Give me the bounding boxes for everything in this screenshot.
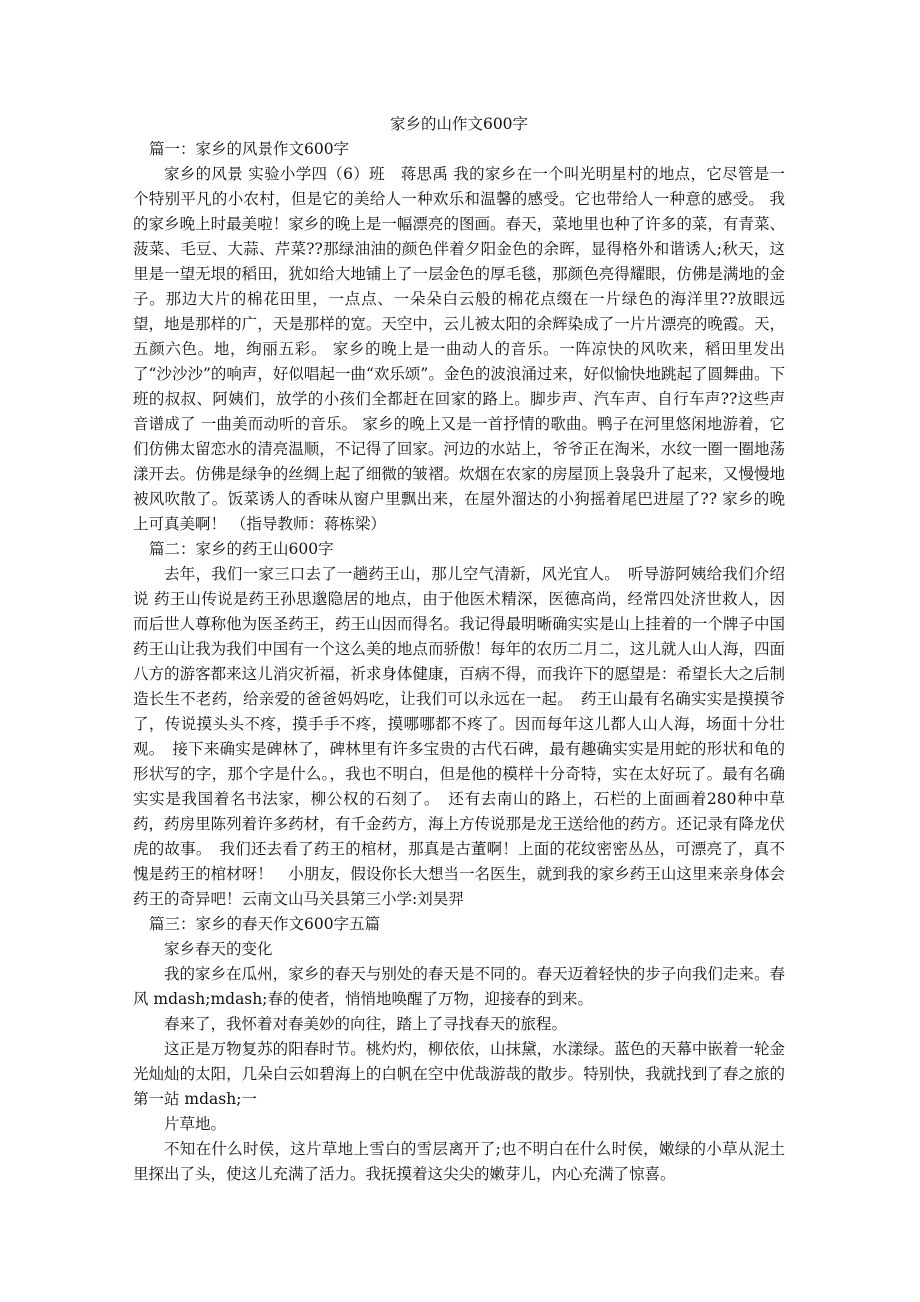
section-3-paragraph-3: 这正是万物复苏的阳春时节。桃灼灼，柳依依，山抹黛，水漾绿。蓝色的天幕中嵌着一轮金光灿灿的太阳，几朵白云如碧海上的白帆在空中优哉游哉的散步。特别快，我就找到了春之旅的第一站 mdash;一	[133, 1040, 785, 1108]
section-3-paragraph-2: 春来了，我怀着对春美妙的向往，踏上了寻找春天的旅程。	[164, 1015, 568, 1033]
section-3-paragraph-4: 片草地。	[164, 1115, 227, 1133]
section-heading-1: 篇一：家乡的风景作文600字	[149, 140, 350, 158]
document-page	[133, 112, 785, 1187]
document-title: 家乡的山作文600字	[389, 115, 529, 133]
section-3-subtitle: 家乡春天的变化	[164, 940, 273, 958]
section-3-paragraph-1: 我的家乡在瓜州，家乡的春天与别处的春天是不同的。春天迈着轻快的步子向我们走来。春风 mdash;mdash;春的使者，悄悄地唤醒了万物，迎接春的到来。	[133, 965, 785, 1008]
section-heading-3: 篇三：家乡的春天作文600字五篇	[149, 915, 381, 933]
section-1-paragraph: 家乡的风景 实验小学四（6）班 蒋思禹 我的家乡在一个叫光明星村的地点，它尽管是一个特别平凡的小农村，但是它的美给人一种欢乐和温馨的感受。它也带给人一种意的感受。 我的家乡晚上时最美啦！家乡的晚上是一幅漂亮的图画。春天，菜地里也种了许多的菜，有青菜、菠菜、毛豆、大蒜、芹菜??那绿油油的颜色伴着夕阳金色的余晖，显得格外和谐诱人;秋天，这里是一望无垠的稻田，犹如给大地铺上了一层金色的厚毛毯，那颜色亮得耀眼，仿佛是满地的金子。那边大片的棉花田里，一点点、一朵朵白云般的棉花点缀在一片绿色的海洋里??放眼远望，地是那样的广，天是那样的宽。天空中，云儿被太阳的余辉染成了一片片漂亮的晚霞。天，五颜六色。地，绚丽五彩。 家乡的晚上是一曲动人的音乐。一阵凉快的风吹来，稻田里发出了“沙沙沙”的响声，好似唱起一曲“欢乐颂”。金色的波浪涌过来，好似愉快地跳起了圆舞曲。下班的叔叔、阿姨们，放学的小孩们全都赶在回家的路上。脚步声、汽车声、自行车声??这些声音谱成了 一曲美而动听的音乐。 家乡的晚上又是一首抒情的歌曲。鸭子在河里悠闲地游着，它们仿佛太留恋水的清亮温顺，不记得了回家。河边的水站上，爷爷正在淘米，水纹一圈一圈地荡漾开去。仿佛是绿争的丝绸上起了细微的皱褶。炊烟在农家的房屋顶上袅袅升了起来，又慢慢地被风吹散了。饭菜诱人的香味从窗户里飘出来，在屋外溜达的小狗摇着尾巴进屋了?? 家乡的晚上可真美啊！ （指导教师：蒋栋梁）	[133, 165, 785, 533]
section-3-paragraph-5: 不知在什么时侯，这片草地上雪白的雪层离开了;也不明白在什么时侯，嫩绿的小草从泥土里探出了头，使这儿充满了活力。我抚摸着这尖尖的嫩芽儿，内心充满了惊喜。	[133, 1140, 785, 1183]
section-2-paragraph: 去年，我们一家三口去了一趟药王山，那儿空气清新，风光宜人。 听导游阿姨给我们介绍说 药王山传说是药王孙思邈隐居的地点，由于他医术精深，医德高尚，经常四处济世救人，因而后世人尊称他为医圣药王，药王山因而得名。我记得最明晰确实实是山上挂着的一个牌子中国药王山让我为我们中国有一个这么美的地点而骄傲！每年的农历二月二，这儿就人山人海，四面八方的游客都来这儿消灾祈福，祈求身体健康，百病不得，而我许下的愿望是：希望长大之后制造长生不老药，给亲爱的爸爸妈妈吃，让我们可以永远在一起。 药王山最有名确实实是摸摸爷了，传说摸头头不疼，摸手手不疼，摸哪哪都不疼了。因而每年这儿都人山人海，场面十分壮观。 接下来确实是碑林了，碑林里有许多宝贵的古代石碑，最有趣确实实是用蛇的形状和龟的形状写的字，那个字是什么。，我也不明白，但是他的模样十分奇特，实在太好玩了。最有名确实实是我国着名书法家，柳公权的石刻了。 还有去南山的路上，石栏的上面画着280种中草药，药房里陈列着许多药材，有千金药方，海上方传说那是龙王送给他的药方。还记录有降龙伏虎的故事。 我们还去看了药王的棺材，那真是古董啊！上面的花纹密密丛丛，可漂亮了，真不愧是药王的棺材呀！ 小朋友，假设你长大想当一名医生，就到我的家乡药王山这里来亲身体会药王的奇异吧！云南文山马关县第三小学:刘昊羿	[133, 565, 785, 908]
section-heading-2: 篇二：家乡的药王山600字	[149, 540, 334, 558]
